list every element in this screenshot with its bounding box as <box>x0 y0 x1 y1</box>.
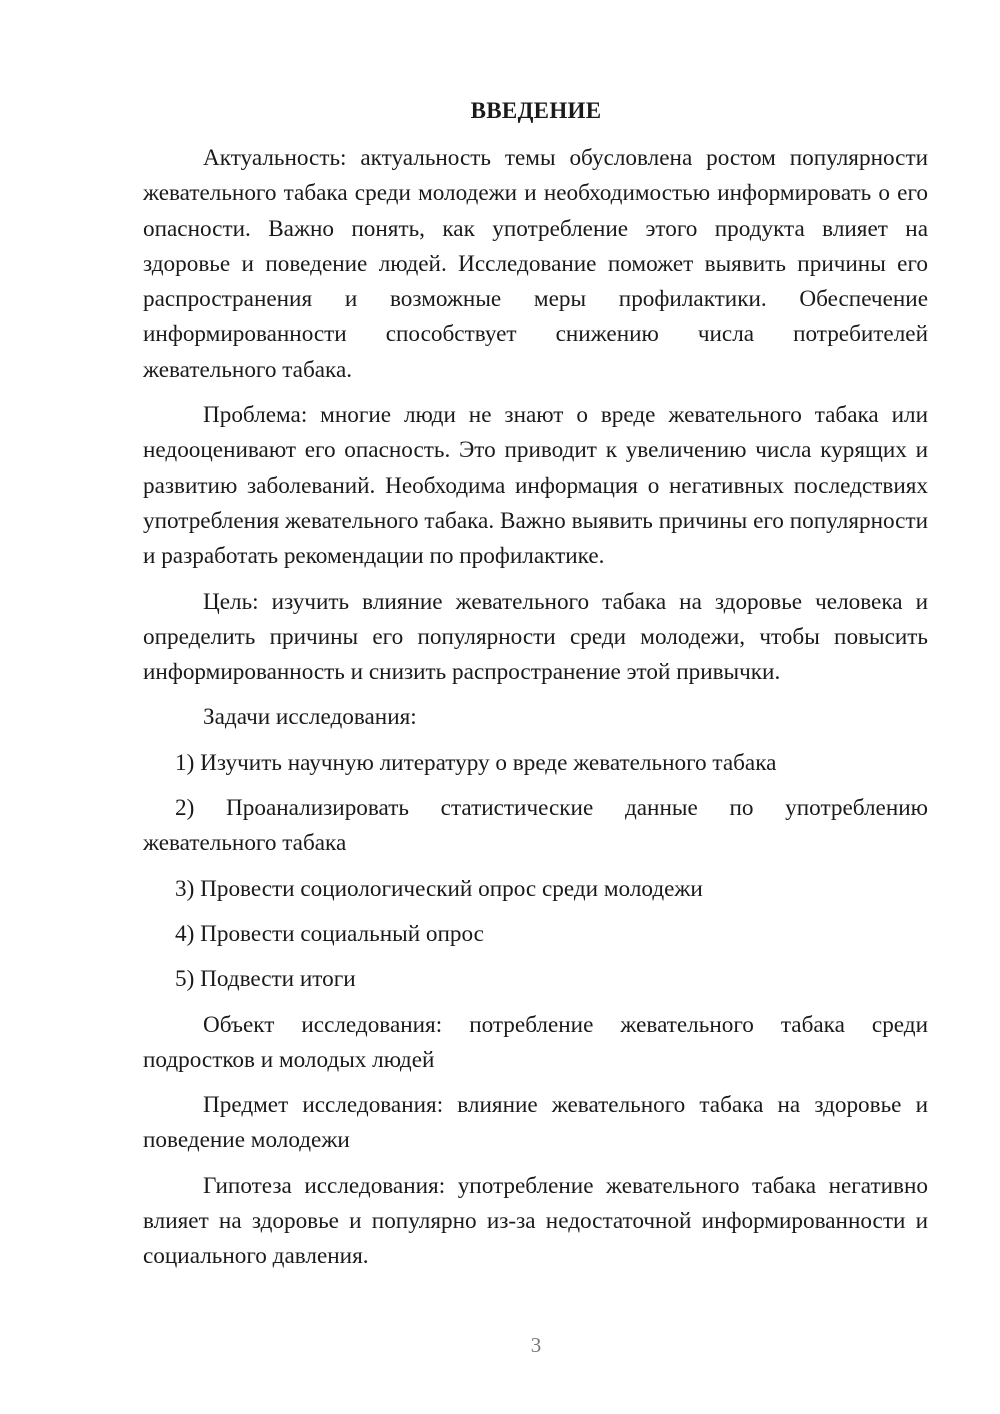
task-item-4: 4) Провести социальный опрос <box>175 920 484 947</box>
section-title: ВВЕДЕНИЕ <box>470 98 602 123</box>
task-item-3: 3) Провести социологический опрос среди молодежи <box>175 875 703 902</box>
paragraph-subject: Предмет исследования: влияние жевательного табака на здоровье и поведение молодежи <box>143 1092 928 1154</box>
paragraph-tasks-heading: Задачи исследования: <box>203 704 417 731</box>
task-item-5: 5) Подвести итоги <box>175 966 356 993</box>
paragraph-relevance: Актуальность: актуальность темы обусловлена ростом популярности жевательного табака среди молодежи и необходимостью информировать о его опасности. Важно понять, как употребление этого продукта влияет на здоровье и поведение людей. Исследование поможет выявить причины его распространения и возможные меры профилактики. Обеспечение информированности способствует снижению числа потребителей жевательного табака. <box>143 145 928 383</box>
paragraph-object: Объект исследования: потребление жевательного табака среди подростков и молодых людей <box>143 1011 928 1073</box>
page-number: 3 <box>530 1333 542 1357</box>
document-body <box>143 141 928 1285</box>
task-item-1: 1) Изучить научную литературу о вреде жевательного табака <box>175 749 777 776</box>
paragraph-hypothesis: Гипотеза исследования: употребление жевательного табака негативно влияет на здоровье и популярно из-за недостаточной информированности и социального давления. <box>143 1172 928 1270</box>
paragraph-problem: Проблема: многие люди не знают о вреде жевательного табака или недооценивают его опасность. Это приводит к увеличению числа курящих и развитию заболеваний. Необходима информация о негативных последствиях употребления жевательного табака. Важно выявить причины его популярности и разработать рекомендации по профилактике. <box>143 402 928 570</box>
paragraph-goal: Цель: изучить влияние жевательного табака на здоровье человека и определить причины его популярности среди молодежи, чтобы повысить информированность и снизить распространение этой привычки. <box>143 588 928 686</box>
task-item-2: 2) Проанализировать статистические данные по употреблению жевательного табака <box>143 795 928 857</box>
